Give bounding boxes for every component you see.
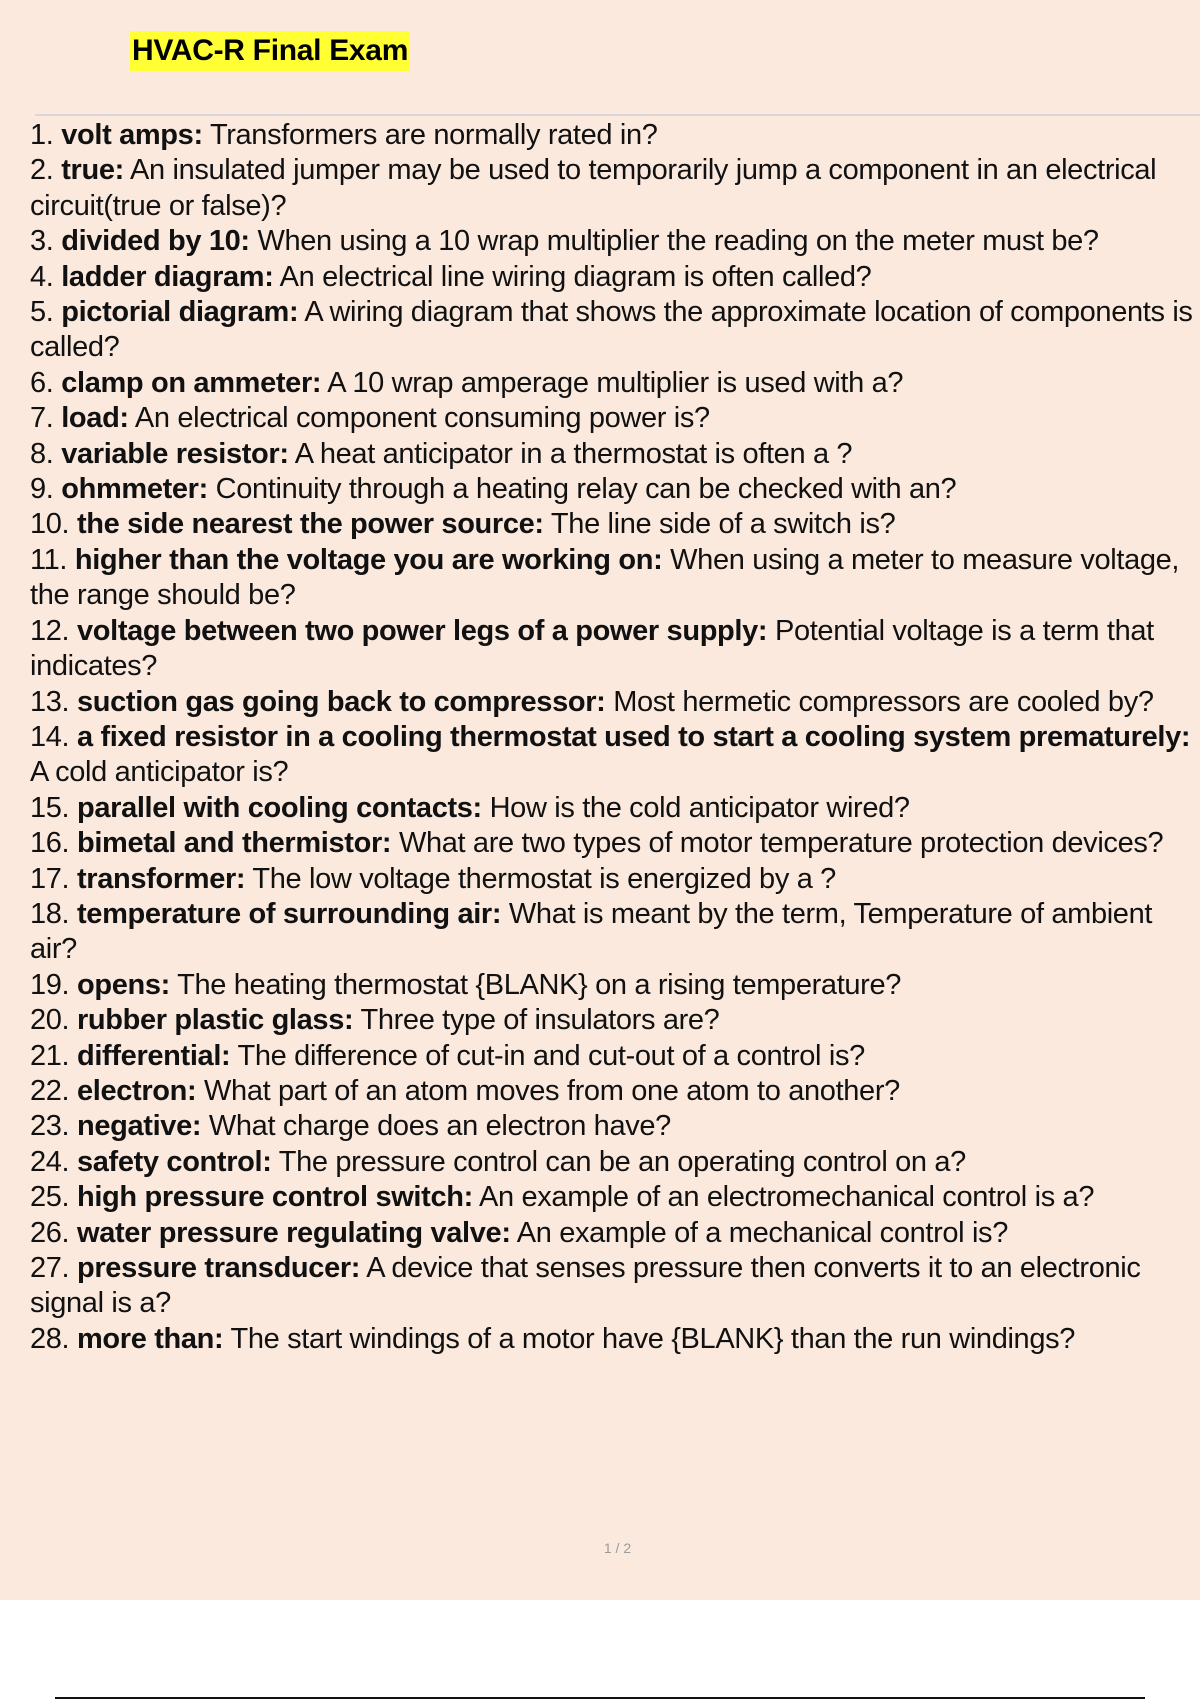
question-text: A wiring diagram that shows the approximate location of components is called? [30, 296, 1193, 364]
question-item [30, 1109, 1196, 1144]
answer-term: pressure transducer: [76, 1252, 361, 1284]
question-item [30, 295, 1196, 366]
question-number: 9. [30, 473, 54, 506]
question-item [30, 1216, 1196, 1251]
answer-term: safety control: [76, 1145, 272, 1178]
question-text: The heating thermostat {BLANK} on a rising temperature? [177, 968, 902, 1001]
answer-term: ohmmeter: [61, 473, 208, 506]
answer-term: voltage between two power legs of a power supply: [76, 614, 768, 647]
question-item [30, 862, 1196, 897]
question-number: 2. [30, 154, 54, 187]
question-text: An electrical line wiring diagram is often called? [279, 260, 872, 293]
question-item [30, 1039, 1196, 1074]
footer-divider [55, 1697, 1145, 1699]
question-item [30, 543, 1196, 614]
question-item [30, 153, 1196, 224]
question-number: 7. [30, 402, 54, 435]
question-item [30, 614, 1196, 685]
question-number: 24. [30, 1145, 70, 1178]
question-text: Transformers are normally rated in? [209, 119, 658, 151]
answer-term: more than: [76, 1322, 224, 1355]
question-text: An insulated jumper may be used to temporarily jump a component in an electrical circuit(true or false)? [30, 154, 1157, 222]
question-number: 22. [30, 1074, 70, 1107]
question-number: 21. [30, 1039, 70, 1072]
question-number: 28. [30, 1322, 70, 1355]
question-item [30, 720, 1196, 791]
question-number: 15. [30, 791, 70, 824]
question-text: Most hermetic compressors are cooled by? [613, 685, 1154, 718]
question-number: 27. [30, 1252, 70, 1284]
page-title: HVAC-R Final Exam [130, 31, 410, 71]
question-number: 10. [30, 508, 70, 541]
question-number: 17. [30, 862, 70, 895]
answer-term: volt amps: [61, 119, 203, 151]
question-number: 14. [30, 720, 70, 753]
answer-term: high pressure control switch: [76, 1181, 473, 1214]
question-item [30, 1180, 1196, 1215]
question-text: The pressure control can be an operating control on a? [278, 1145, 966, 1178]
question-list [30, 118, 1196, 1357]
question-item [30, 826, 1196, 861]
question-item [30, 224, 1196, 259]
question-number: 20. [30, 1004, 70, 1037]
question-number: 19. [30, 968, 70, 1001]
header-divider [35, 114, 1200, 116]
question-number: 26. [30, 1216, 70, 1249]
answer-term: differential: [76, 1039, 231, 1072]
question-number: 8. [30, 437, 54, 470]
question-item [30, 897, 1196, 968]
question-text: What charge does an electron have? [208, 1110, 671, 1143]
question-number: 16. [30, 827, 70, 860]
question-text: The low voltage thermostat is energized by a ? [252, 862, 836, 895]
answer-term: ladder diagram: [61, 260, 274, 293]
question-number: 11. [30, 543, 68, 576]
question-number: 23. [30, 1110, 70, 1143]
question-item [30, 1003, 1196, 1038]
question-number: 5. [30, 296, 54, 329]
question-item [30, 1145, 1196, 1180]
question-item [30, 1322, 1196, 1357]
question-number: 3. [30, 225, 54, 258]
question-item [30, 118, 1196, 153]
question-text: A device that senses pressure then converts it to an electronic signal is a? [30, 1252, 1141, 1320]
question-text: What is meant by the term, Temperature of ambient air? [30, 897, 1153, 966]
answer-term: pictorial diagram: [61, 296, 299, 329]
question-number: 1. [30, 119, 54, 151]
question-item [30, 472, 1196, 507]
answer-term: load: [61, 402, 129, 435]
question-text: An example of a mechanical control is? [516, 1216, 1008, 1249]
question-text: An electrical component consuming power is? [134, 402, 710, 435]
question-number: 18. [30, 897, 70, 930]
answer-term: variable resistor: [61, 437, 289, 470]
question-text: A 10 wrap amperage multiplier is used with a? [327, 366, 904, 399]
answer-term: parallel with cooling contacts: [76, 791, 482, 824]
question-item [30, 507, 1196, 542]
question-text: What are two types of motor temperature protection devices? [398, 827, 1164, 860]
question-item [30, 685, 1196, 720]
question-number: 12. [30, 614, 70, 647]
answer-term: divided by 10: [61, 225, 250, 258]
answer-term: the side nearest the power source: [76, 508, 544, 541]
question-item [30, 401, 1196, 436]
question-item [30, 437, 1196, 472]
question-text: Potential voltage is a term that indicates? [30, 614, 1154, 683]
answer-term: water pressure regulating valve: [76, 1216, 511, 1249]
page-indicator: 1 / 2 [603, 1540, 632, 1556]
question-item [30, 366, 1196, 401]
answer-term: clamp on ammeter: [61, 366, 322, 399]
answer-term: negative: [76, 1110, 202, 1143]
answer-term: transformer: [76, 862, 246, 895]
answer-term: temperature of surrounding air: [76, 897, 502, 930]
question-number: 13. [30, 685, 70, 718]
question-number: 25. [30, 1181, 70, 1214]
question-item [30, 260, 1196, 295]
question-text: When using a 10 wrap multiplier the reading on the meter must be? [257, 225, 1099, 258]
answer-term: rubber plastic glass: [76, 1004, 354, 1037]
answer-term: true: [61, 154, 124, 187]
question-number: 4. [30, 260, 54, 293]
answer-term: electron: [76, 1074, 197, 1107]
question-text: The line side of a switch is? [550, 508, 896, 541]
question-number: 6. [30, 366, 54, 399]
question-item [30, 968, 1196, 1003]
question-text: What part of an atom moves from one atom to another? [204, 1074, 900, 1107]
question-item [30, 1251, 1196, 1322]
question-text: Continuity through a heating relay can be checked with an? [215, 473, 957, 506]
answer-term: higher than the voltage you are working on: [74, 543, 663, 576]
question-text: An example of an electromechanical control is a? [479, 1181, 1095, 1214]
question-text: The start windings of a motor have {BLANK} than the run windings? [230, 1322, 1076, 1355]
answer-term: suction gas going back to compressor: [76, 685, 606, 718]
answer-term: a fixed resistor in a cooling thermostat used to start a cooling system prematurely: [76, 720, 1191, 753]
question-item [30, 791, 1196, 826]
question-text: The difference of cut-in and cut-out of a control is? [237, 1039, 865, 1072]
question-item [30, 1074, 1196, 1109]
question-text: A cold anticipator is? [30, 756, 289, 789]
question-text: When using a meter to measure voltage, the range should be? [30, 543, 1180, 612]
answer-term: bimetal and thermistor: [76, 827, 392, 860]
question-text: How is the cold anticipator wired? [489, 791, 910, 824]
question-text: A heat anticipator in a thermostat is often a ? [294, 437, 853, 470]
answer-term: opens: [76, 968, 170, 1001]
question-text: Three type of insulators are? [360, 1004, 720, 1037]
